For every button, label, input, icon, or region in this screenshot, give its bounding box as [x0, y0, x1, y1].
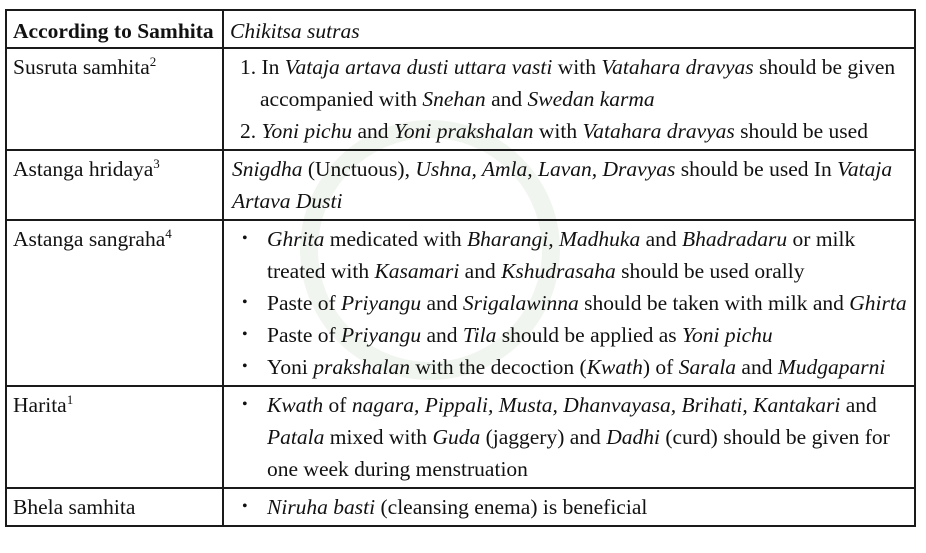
- reference-number: 4: [165, 226, 172, 241]
- italic-term: Guda: [432, 425, 481, 449]
- header-samhita: According to Samhita: [6, 10, 223, 48]
- italic-term: Bharangi, Madhuka: [467, 227, 641, 251]
- sutra-text: (curd) should be given for one week during menstruation: [267, 425, 890, 481]
- italic-term: nagara, Pippali, Musta, Dhanvayasa, Brihati, Kantakari: [351, 393, 841, 417]
- chikitsa-sutra-table: [5, 9, 916, 527]
- sutra-text: Paste of: [267, 291, 342, 315]
- sutra-text: 1. In: [240, 55, 285, 79]
- sutra-text: with the decoction (: [409, 355, 587, 379]
- italic-term: Vataja Artava Dusti: [232, 157, 893, 213]
- sutra-text: medicated with: [324, 227, 468, 251]
- sutra-text: should be given accompanied with: [260, 55, 896, 111]
- italic-term: Tila: [462, 323, 497, 347]
- italic-term: Niruha basti: [267, 495, 376, 519]
- sutra-text: Paste of: [267, 323, 342, 347]
- sutra-text: and: [421, 323, 463, 347]
- sutra-text: should be used orally: [615, 259, 805, 283]
- bullet-item: [232, 287, 908, 319]
- italic-term: Snigdha: [232, 157, 303, 181]
- bullet-item: [232, 491, 908, 523]
- bullet-item: [232, 223, 908, 287]
- samhita-name: Susruta samhita: [13, 55, 150, 79]
- italic-term: Kwath: [586, 355, 643, 379]
- samhita-name: Bhela samhita: [13, 495, 136, 519]
- reference-number: 2: [149, 54, 157, 69]
- sutra-text: and: [736, 355, 778, 379]
- sutra-text: should be applied as: [496, 323, 683, 347]
- sutra-text: 2.: [240, 119, 262, 143]
- italic-term: Priyangu: [341, 291, 422, 315]
- samhita-cell: [6, 386, 223, 488]
- samhita-cell: [6, 48, 223, 150]
- sutra-text: (jaggery) and: [480, 425, 607, 449]
- italic-term: Vatahara dravyas: [582, 119, 735, 143]
- sutra-item: [232, 153, 908, 217]
- reference-number: 1: [66, 392, 74, 407]
- sutra-text: and: [421, 291, 463, 315]
- sutra-text: mixed with: [324, 425, 433, 449]
- sutra-text: ) of: [642, 355, 679, 379]
- samhita-name: Astanga sangraha: [13, 227, 166, 251]
- sutra-text: and: [840, 393, 877, 417]
- italic-term: Yoni pichu: [261, 119, 353, 143]
- italic-term: Mudgaparni: [777, 355, 886, 379]
- italic-term: Kasamari: [374, 259, 460, 283]
- table-row: [6, 488, 915, 526]
- sutra-text: should be taken with milk and: [578, 291, 850, 315]
- sutra-text: and: [485, 87, 528, 111]
- italic-term: Kwath: [267, 393, 324, 417]
- sutra-item: [232, 51, 908, 115]
- italic-term: Ghirta: [849, 291, 907, 315]
- italic-term: Yoni pichu: [682, 323, 773, 347]
- samhita-cell: [6, 150, 223, 220]
- sutra-text: (cleansing enema) is beneficial: [375, 495, 648, 519]
- sutra-text: should be used In: [675, 157, 838, 181]
- sutra-item: [232, 115, 908, 147]
- sutra-text: and: [352, 119, 394, 143]
- italic-term: Snehan: [422, 87, 486, 111]
- sutra-text: or milk treated with: [267, 227, 856, 283]
- bullet-item: [232, 351, 908, 383]
- sutra-text: should be used: [734, 119, 868, 143]
- italic-term: Vataja artava dusti uttara vasti: [284, 55, 553, 79]
- chikitsa-sutra-cell: [223, 488, 915, 526]
- italic-term: Vatahara dravyas: [601, 55, 754, 79]
- table-row: [6, 48, 915, 150]
- italic-term: Swedan karma: [527, 87, 655, 111]
- italic-term: Priyangu: [341, 323, 422, 347]
- chikitsa-sutra-cell: [223, 386, 915, 488]
- header-chikitsa-sutras: Chikitsa sutras: [223, 10, 915, 48]
- italic-term: Sarala: [678, 355, 737, 379]
- sutra-text: Yoni: [267, 355, 314, 379]
- chikitsa-sutra-cell: [223, 48, 915, 150]
- table-row: [6, 150, 915, 220]
- samhita-cell: [6, 220, 223, 386]
- italic-term: Ushna, Amla, Lavan, Dravyas: [415, 157, 676, 181]
- chikitsa-sutra-cell: [223, 150, 915, 220]
- sutra-text: of: [323, 393, 352, 417]
- reference-number: 3: [153, 156, 160, 171]
- samhita-name: Astanga hridaya: [13, 157, 154, 181]
- samhita-name: Harita: [13, 393, 67, 417]
- chikitsa-sutra-cell: [223, 220, 915, 386]
- italic-term: Bhadradaru: [682, 227, 788, 251]
- table-row: [6, 386, 915, 488]
- italic-term: Dadhi: [606, 425, 660, 449]
- table-header-row: [6, 10, 915, 48]
- sutra-text: and: [640, 227, 683, 251]
- bullet-item: [232, 319, 908, 351]
- italic-term: Kshudrasaha: [501, 259, 616, 283]
- sutra-text: and: [459, 259, 502, 283]
- sutra-text: (Unctuous),: [302, 157, 416, 181]
- italic-term: Ghrita: [267, 227, 325, 251]
- bullet-item: [232, 389, 908, 485]
- italic-term: Yoni prakshalan: [393, 119, 534, 143]
- sutra-text: with: [552, 55, 602, 79]
- table-row: [6, 220, 915, 386]
- italic-term: Patala: [267, 425, 325, 449]
- italic-term: Srigalawinna: [462, 291, 579, 315]
- italic-term: prakshalan: [313, 355, 410, 379]
- sutra-text: with: [533, 119, 583, 143]
- samhita-cell: [6, 488, 223, 526]
